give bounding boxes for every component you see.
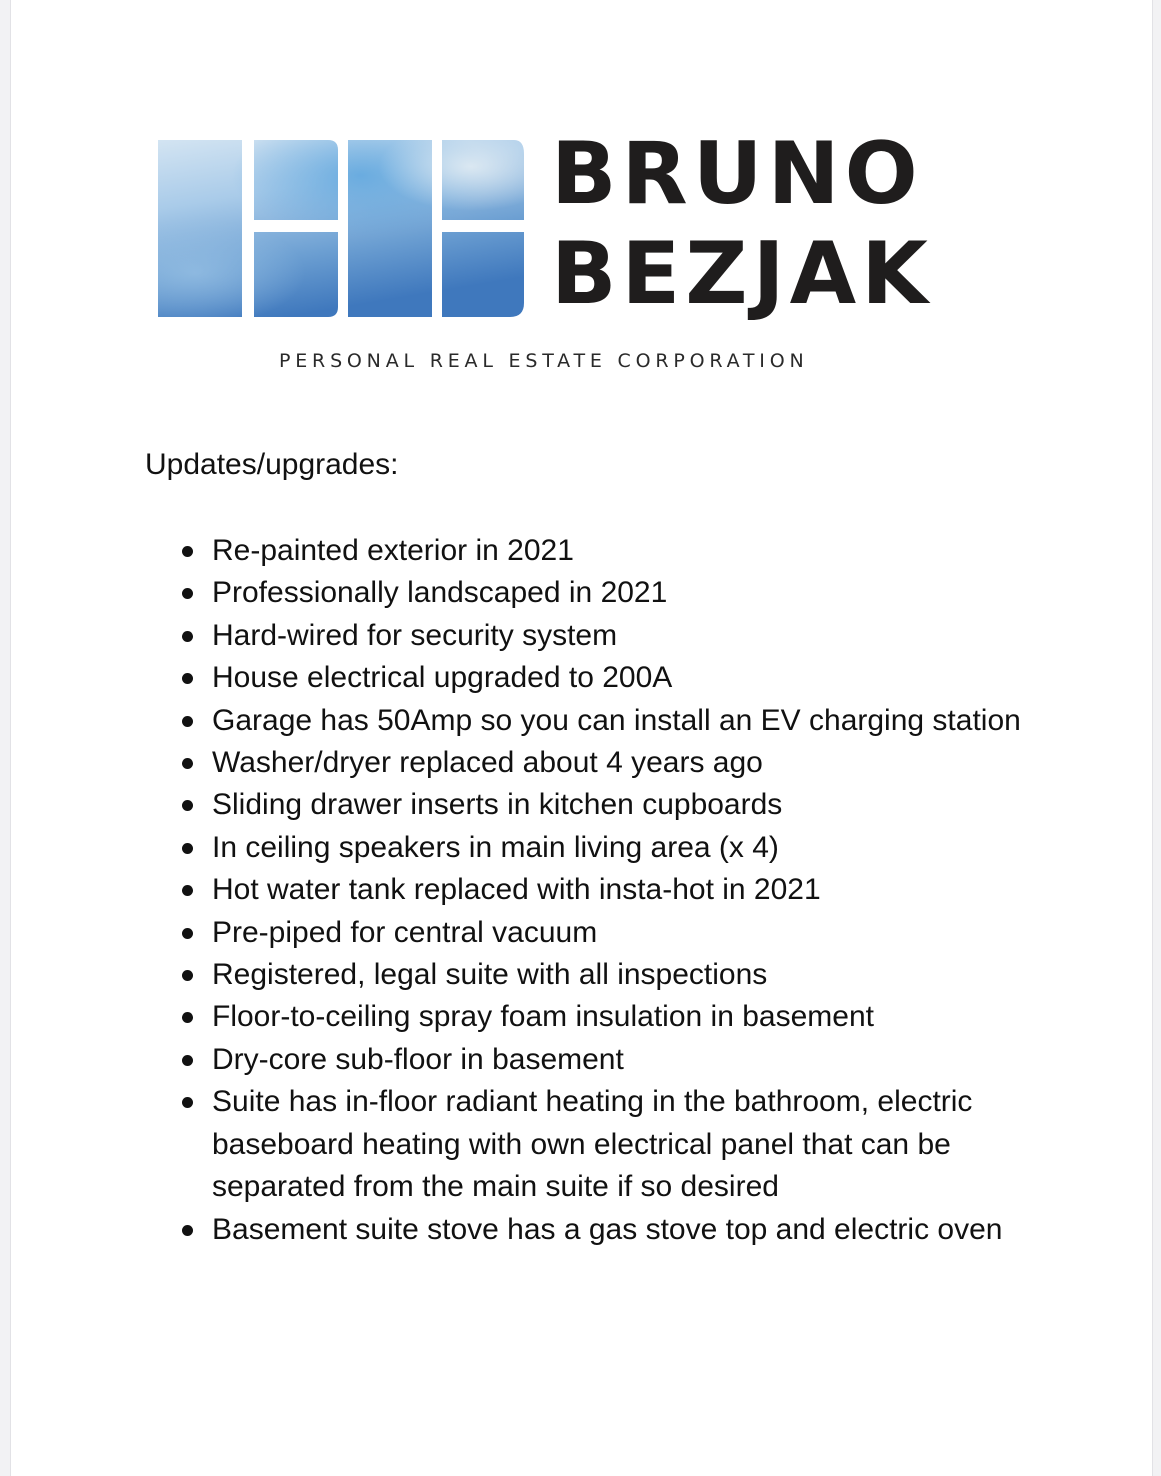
list-item: Dry-core sub-floor in basement [179, 1039, 1039, 1081]
list-item: Re-painted exterior in 2021 [179, 530, 1039, 572]
list-item: Hard-wired for security system [179, 615, 1039, 657]
list-item: Floor-to-ceiling spray foam insulation in basement [179, 996, 1039, 1038]
list-item: Suite has in-floor radiant heating in the bathroom, electric baseboard heating with own electrical panel that can be separated from the main suite if so desired [179, 1081, 1039, 1208]
document-page [10, 0, 1153, 1476]
brand-tagline: PERSONAL REAL ESTATE CORPORATION [279, 350, 809, 372]
upgrades-list [179, 530, 1039, 1251]
list-item: Basement suite stove has a gas stove top and electric oven [179, 1209, 1039, 1251]
brand-name [551, 124, 933, 324]
list-item: Registered, legal suite with all inspections [179, 954, 1039, 996]
list-item: Professionally landscaped in 2021 [179, 572, 1039, 614]
section-heading: Updates/upgrades: [145, 448, 399, 481]
list-item: Hot water tank replaced with insta-hot in 2021 [179, 869, 1039, 911]
brand-name-last: BEZJAK [551, 224, 933, 324]
list-item: House electrical upgraded to 200A [179, 657, 1039, 699]
logo-watercolor-blocks-icon [158, 140, 526, 317]
list-item: Washer/dryer replaced about 4 years ago [179, 742, 1039, 784]
list-item: Garage has 50Amp so you can install an EV charging station [179, 700, 1039, 742]
list-item: In ceiling speakers in main living area (x 4) [179, 827, 1039, 869]
brand-name-first: BRUNO [551, 124, 923, 224]
list-item: Sliding drawer inserts in kitchen cupboards [179, 784, 1039, 826]
list-item: Pre-piped for central vacuum [179, 912, 1039, 954]
